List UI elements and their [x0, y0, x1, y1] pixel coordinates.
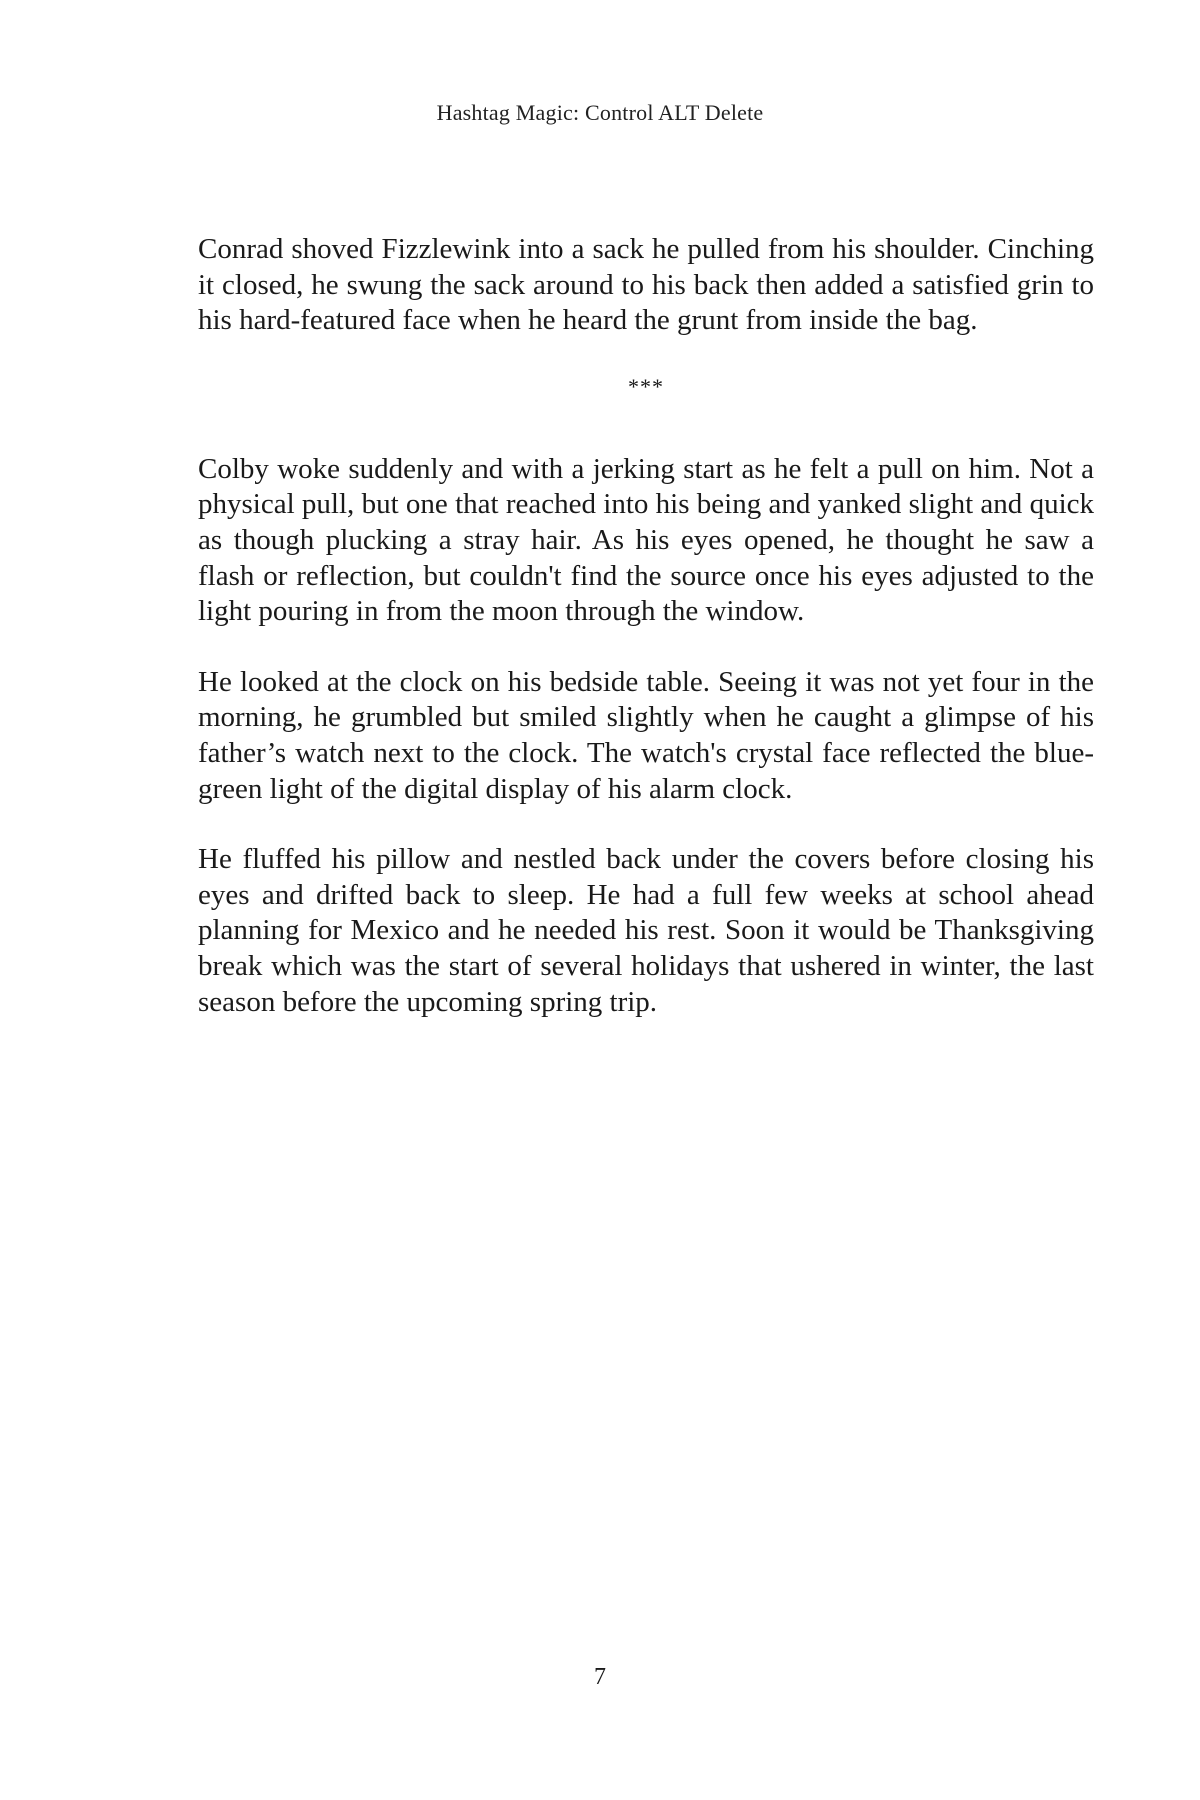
scene-break: ***	[628, 373, 664, 399]
paragraph: He looked at the clock on his bedside table. Seeing it was not yet four in the morning, he grumbled but smiled slightly when he caught a glimpse of his father’s watch next to the clock. The watch's crystal face reflected the blue-green light of the digital display of his alarm clock.	[198, 665, 1094, 805]
page-number: 7	[594, 1664, 606, 1690]
paragraph: Conrad shoved Fizzlewink into a sack he pulled from his shoulder. Cinching it closed, he swung the sack around to his back then added a satisfied grin to his hard-featured face when he heard the grunt from inside the bag.	[198, 233, 1094, 337]
page-body	[198, 232, 1094, 1055]
paragraph: Colby woke suddenly and with a jerking start as he felt a pull on him. Not a physical pull, but one that reached into his being and yanked slight and quick as though plucking a stray hair. As his eyes opened, he thought he saw a flash or reflection, but couldn't find the source once his eyes adjusted to the light pouring in from the moon through the window.	[198, 452, 1094, 628]
paragraph: He fluffed his pillow and nestled back under the covers before closing his eyes and drifted back to sleep. He had a full few weeks at school ahead planning for Mexico and he needed his rest. Soon it would be Thanksgiving break which was the start of several holidays that ushered in winter, the last season before the upcoming spring trip.	[198, 843, 1094, 1018]
running-header: Hashtag Magic: Control ALT Delete	[436, 100, 764, 125]
